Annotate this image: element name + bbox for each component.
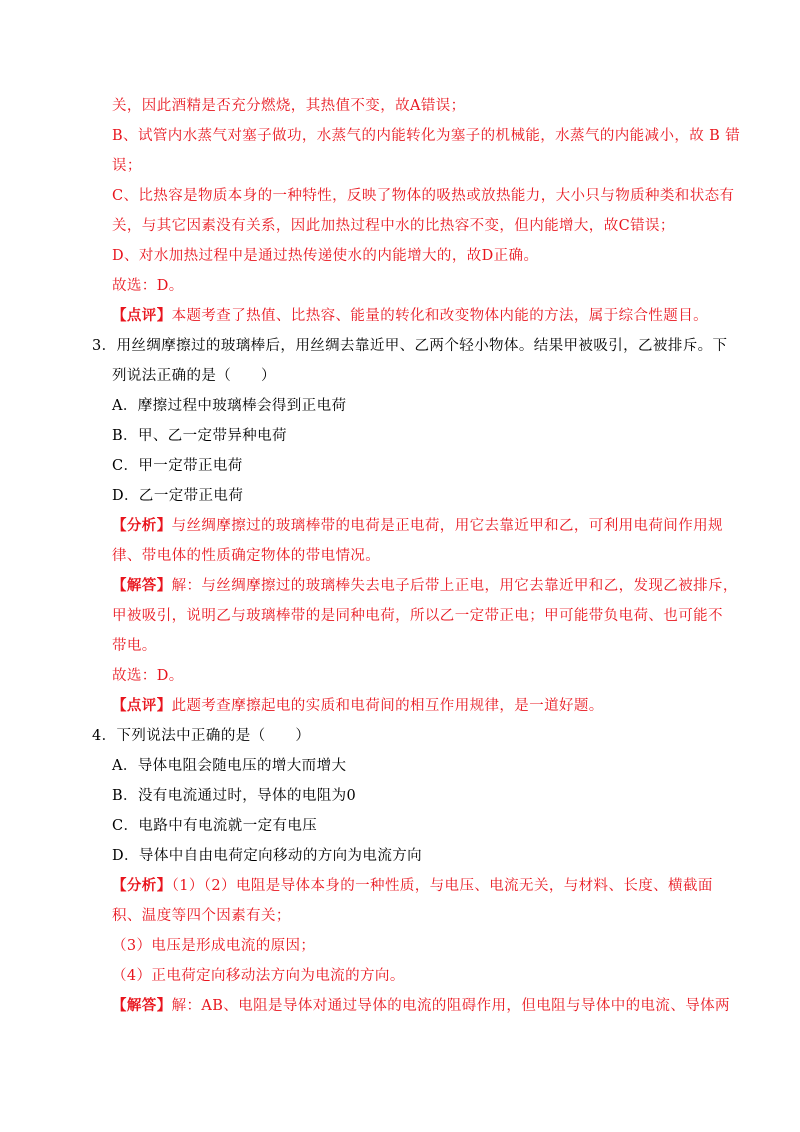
review-text: 此题考查摩擦起电的实质和电荷间的相互作用规律，是一道好题。	[171, 698, 604, 714]
question-3-answer-cont: 甲被吸引，说明乙与玻璃棒带的是同种电荷，所以乙一定带正电；甲可能带负电荷、也可能不	[112, 608, 723, 624]
review-tag: 【点评】	[112, 307, 172, 324]
answer-tag: 【解答】	[112, 997, 172, 1014]
question-3-analysis-cont: 律、带电体的性质确定物体的带电情况。	[112, 548, 381, 564]
question-4-option-c: C．电路中有电流就一定有电压	[112, 818, 318, 834]
question-4-analysis	[112, 876, 713, 896]
analysis-tag: 【分析】	[112, 517, 172, 534]
review-text: 本题考查了热值、比热容、能量的转化和改变物体内能的方法，属于综合性题目。	[171, 308, 709, 324]
question-4-stem: 4．下列说法中正确的是（ ）	[92, 728, 311, 744]
question-3-analysis	[112, 516, 723, 536]
review-tag: 【点评】	[112, 697, 172, 714]
analysis-tag: 【分析】	[112, 877, 172, 894]
question-3-stem: 3．用丝绸摩擦过的玻璃棒后，用丝绸去靠近甲、乙两个轻小物体。结果甲被吸引，乙被排斥。下	[92, 338, 728, 354]
analysis-text: 与丝绸摩擦过的玻璃棒带的电荷是正电荷，用它去靠近甲和乙，可利用电荷间作用规	[171, 518, 723, 534]
analysis-text: （1）（2）电阻是导体本身的一种性质，与电压、电流无关，与材料、长度、横截面	[171, 878, 713, 894]
question-4-analysis-cont: （3）电压是形成电流的原因；	[112, 938, 316, 954]
question-3-answer	[112, 576, 738, 596]
question-3-review	[112, 696, 604, 716]
question-4-option-a: A．导体电阻会随电压的增大而增大	[112, 758, 347, 774]
answer-text: 解：与丝绸摩擦过的玻璃棒失去电子后带上正电，用它去靠近甲和乙，发现乙被排斥，	[171, 578, 738, 594]
question-3-stem-cont: 列说法正确的是（ ）	[112, 368, 276, 384]
explanation-line: B、试管内水蒸气对塞子做功，水蒸气的内能转化为塞子的机械能，水蒸气的内能减小，故 B 错	[112, 128, 741, 144]
question-4-option-b: B．没有电流通过时，导体的电阻为0	[112, 788, 357, 804]
question-3-option-c: C．甲一定带正电荷	[112, 458, 243, 474]
question-4-option-d: D．导体中自由电荷定向移动的方向为电流方向	[112, 848, 423, 864]
answer-text: 解：AB、电阻是导体对通过导体的电流的阻碍作用，但电阻与导体中的电流、导体两	[171, 998, 730, 1014]
question-4-analysis-cont: 积、温度等四个因素有关；	[112, 908, 291, 924]
review-line	[112, 306, 708, 326]
explanation-line: 关，与其它因素没有关系，因此加热过程中水的比热容不变，但内能增大，故C错误；	[112, 218, 675, 234]
question-3-option-a: A．摩擦过程中玻璃棒会得到正电荷	[112, 398, 347, 414]
question-4-answer	[112, 996, 730, 1016]
question-3-option-d: D．乙一定带正电荷	[112, 488, 244, 504]
question-4-analysis-cont: （4）正电荷定向移动法方向为电流的方向。	[112, 968, 405, 984]
answer-tag: 【解答】	[112, 577, 172, 594]
choice-line: 故选：D。	[112, 278, 184, 294]
explanation-line: C、比热容是物质本身的一种特性，反映了物体的吸热或放热能力，大小只与物质种类和状态有	[112, 188, 735, 204]
explanation-line: D、对水加热过程中是通过热传递使水的内能增大的，故D正确。	[112, 248, 539, 264]
explanation-line: 误；	[112, 158, 142, 174]
question-3-choice: 故选：D。	[112, 668, 184, 684]
question-3-option-b: B．甲、乙一定带异种电荷	[112, 428, 287, 444]
question-3-answer-cont: 带电。	[112, 638, 157, 654]
explanation-line: 关，因此酒精是否充分燃烧，其热值不变，故A错误；	[112, 98, 466, 114]
